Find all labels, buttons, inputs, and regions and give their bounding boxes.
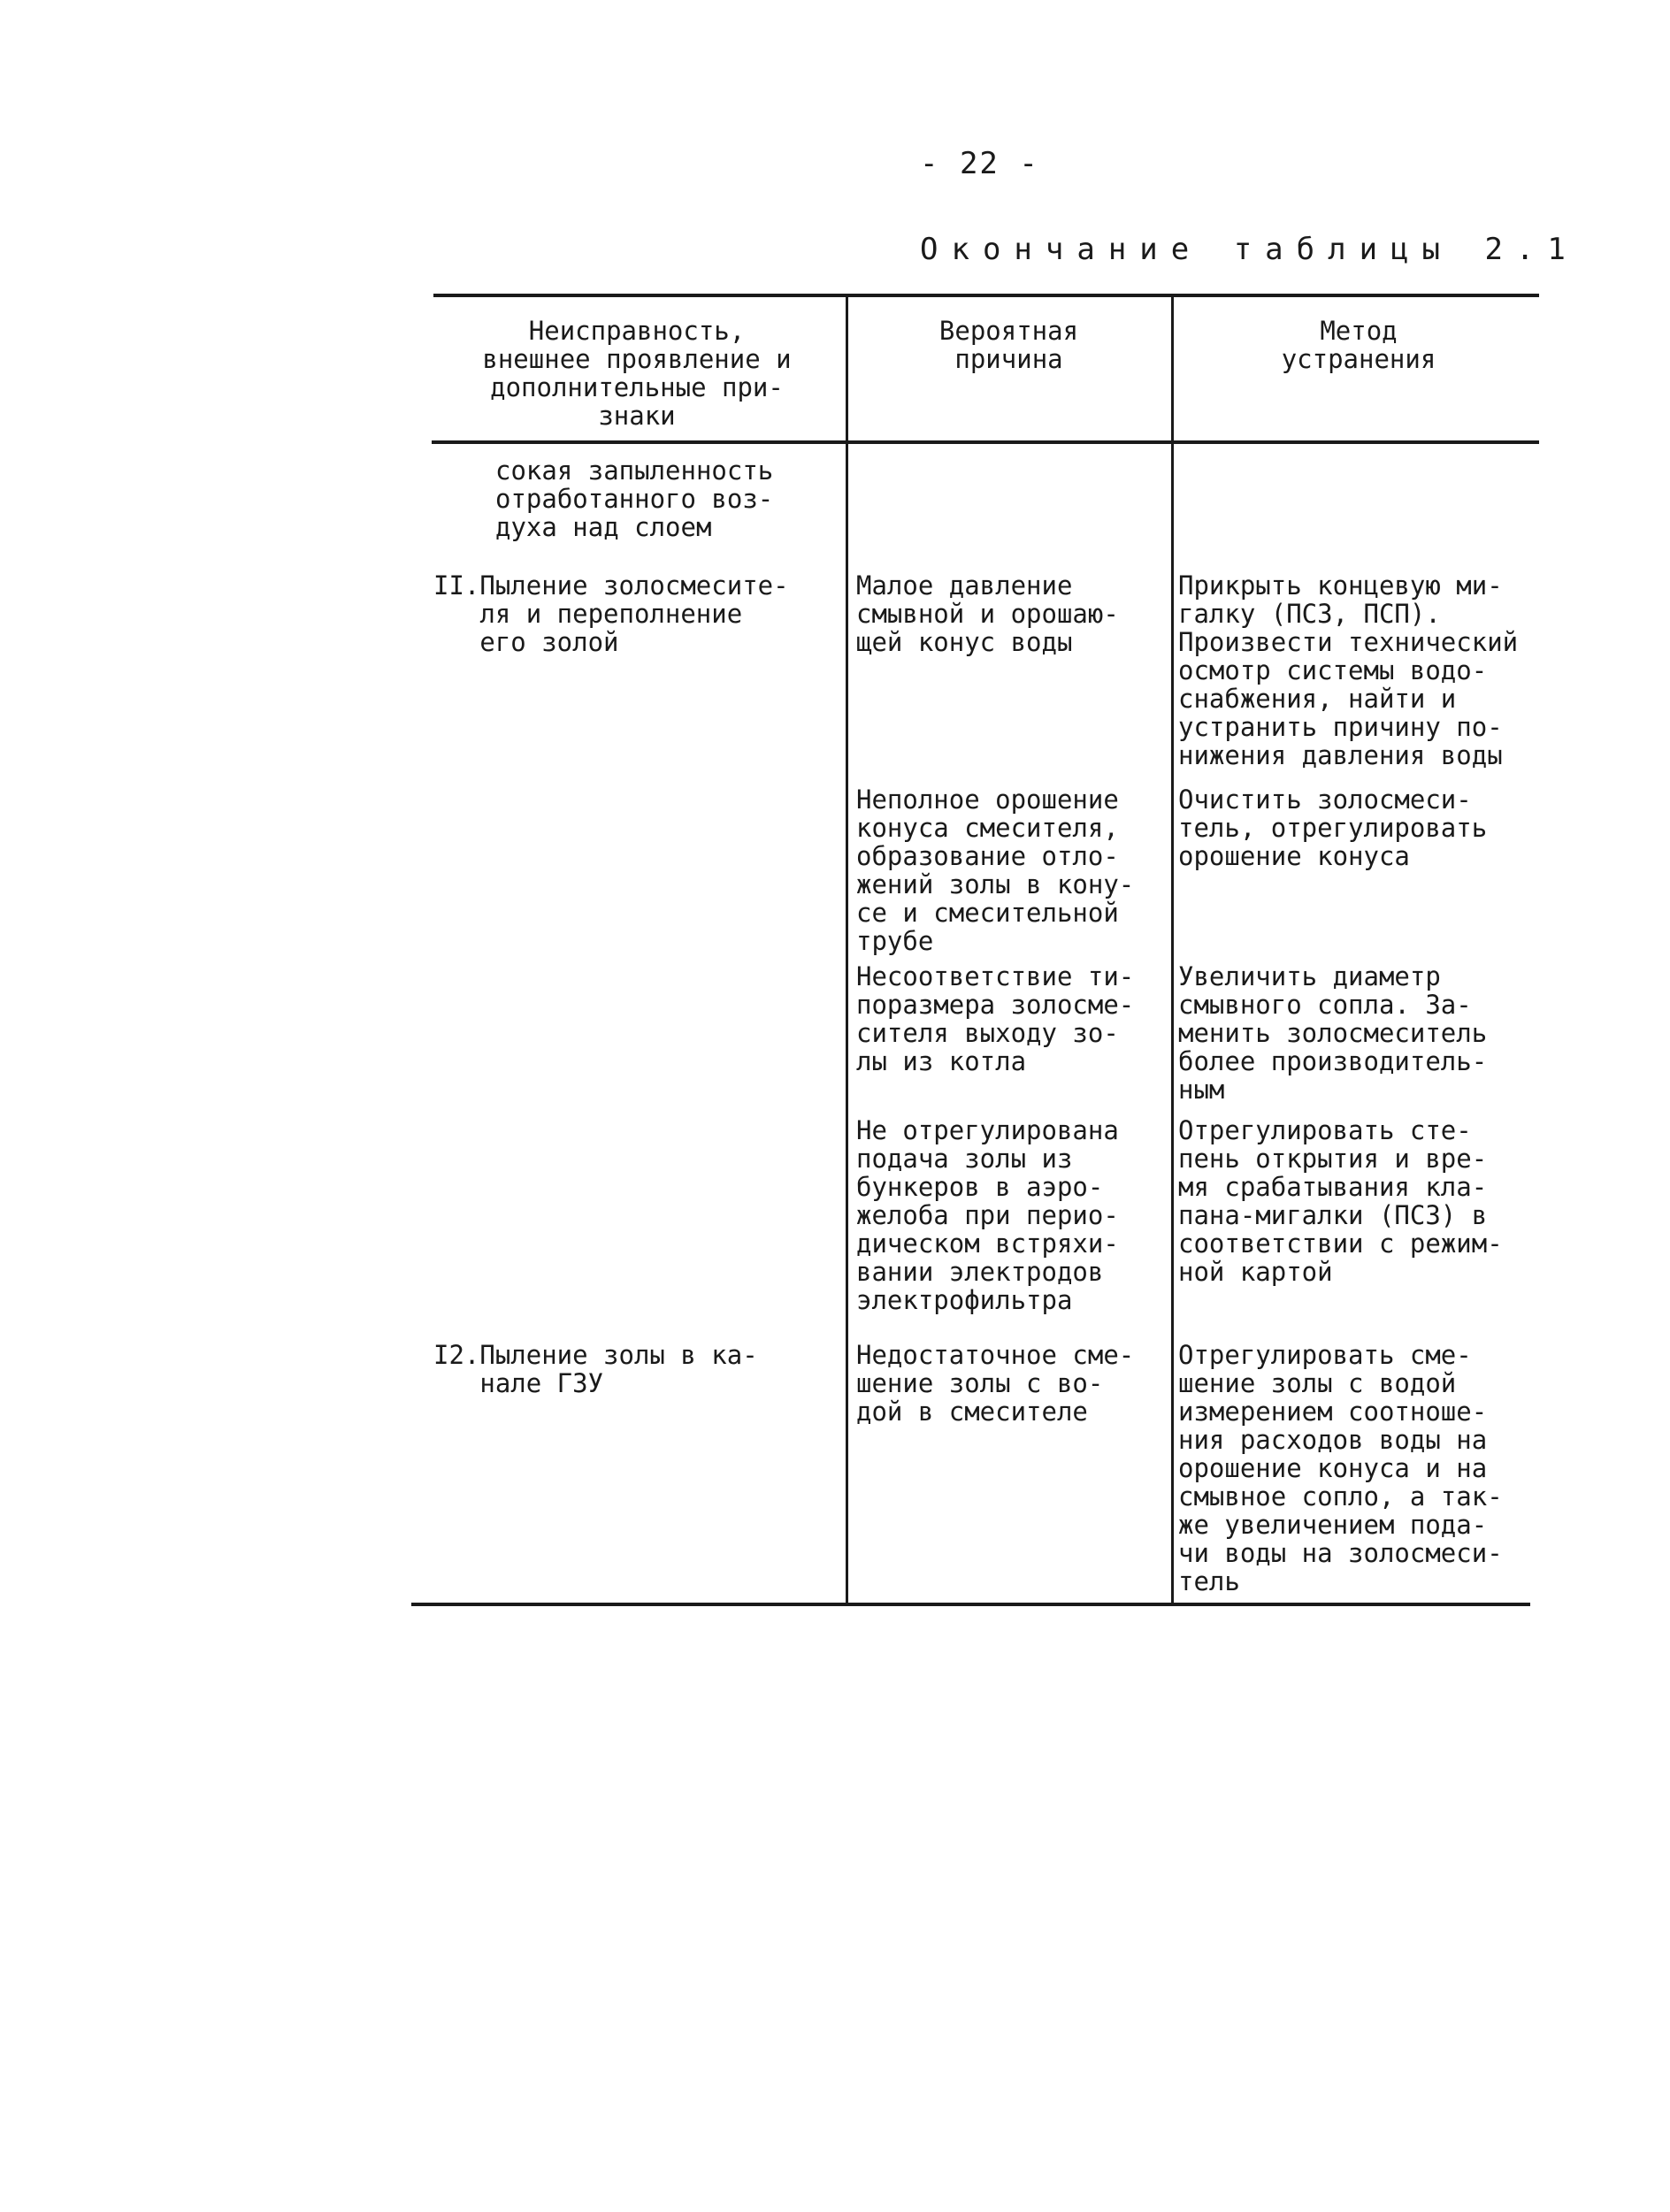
cause-cell: Не отрегулирована подача золы из бункеров в аэро- желоба при перио- дическом встряхи- вании электродов электрофильтра [856,1115,1119,1315]
cause-cell: Неполное орошение конуса смесителя, образование отло- жений золы в кону- се и смесительной трубе [856,785,1135,956]
cause-cell: Недостаточное сме- шение золы с во- дой в смесителе [856,1340,1135,1427]
table-top-rule [433,294,1539,297]
remedy-cell: Отрегулировать сте- пень открытия и вре- мя срабатывания кла- пана-мигалки (ПСЗ) в соответствии с режим- ной картой [1178,1115,1503,1287]
header-remedy: Метод устранения [1281,316,1436,374]
header-cause: Вероятная причина [938,316,1079,374]
remedy-cell: Прикрыть концевую ми- галку (ПСЗ, ПСП). Произвести технический осмотр системы водо- снабжения, найти и устранить причину по- нижения давления воды [1178,570,1519,770]
remedy-cell: Отрегулировать сме- шение золы с водой измерением соотноше- ния расходов воды на орошение конуса и на смывное сопло, а так- же увеличением пода- чи воды на золосмеси- тель [1178,1340,1503,1596]
page-number: - 22 - [920,146,1039,181]
table-caption: Окончание таблицы 2.1 [920,232,1579,267]
remedy-cell: Очистить золосмеси- тель, отрегулировать орошение конуса [1178,785,1488,871]
header-fault: Неисправность, внешнее проявление и дополнительные при- знаки [482,316,792,431]
fault-cell: сокая запыленность отработанного воз- духа над слоем [495,455,774,542]
header-bottom-rule [432,440,1539,444]
fault-cell: II.Пыление золосмесите- ля и переполнение его золой [433,570,789,657]
column-divider-2 [1171,297,1174,1604]
column-divider-1 [846,297,848,1604]
remedy-cell: Увеличить диаметр смывного сопла. За- менить золосмеситель более производитель- ным [1178,961,1488,1105]
cause-cell: Несоответствие ти- поразмера золосме- сителя выходу зо- лы из котла [856,961,1135,1076]
cause-cell: Малое давление смывной и орошаю- щей конус воды [856,570,1119,657]
fault-cell: I2.Пыление золы в ка- нале ГЗУ [433,1340,758,1398]
table-bottom-rule [411,1603,1530,1606]
